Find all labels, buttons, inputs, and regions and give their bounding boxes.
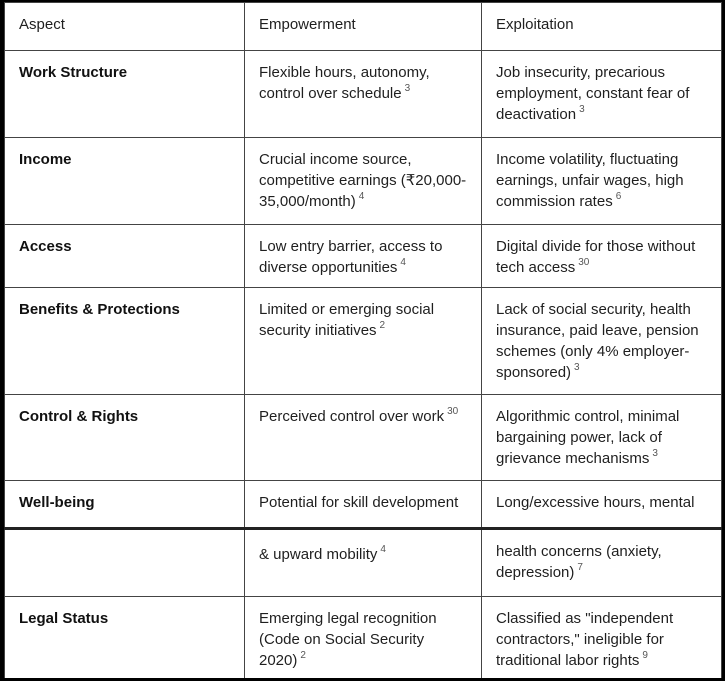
row-empowerment [245, 51, 482, 138]
cell-text: Flexible hours, autonomy, control over schedule [259, 64, 430, 102]
row-aspect: Work Structure [5, 51, 245, 138]
cell-text: Emerging legal recognition (Code on Social Security 2020) [259, 610, 437, 669]
row-exploitation [482, 51, 722, 138]
citation-ref[interactable]: 3 [652, 448, 658, 459]
row-empowerment [245, 395, 482, 481]
cell-text: Long/excessive hours, mental [496, 494, 695, 511]
citation-ref[interactable]: 3 [404, 83, 411, 94]
table-row [5, 395, 722, 481]
cell-text: Classified as "independent contractors," ineligible for traditional labor rights [496, 610, 674, 669]
citation-ref[interactable]: 4 [400, 257, 406, 268]
comparison-table [4, 2, 722, 681]
cell-text: & upward mobility [259, 546, 378, 563]
row-aspect [5, 529, 245, 597]
citation-ref[interactable]: 3 [574, 362, 580, 373]
row-aspect: Income [5, 138, 245, 225]
cell-text: Income volatility, fluctuating earnings, unfair wages, high commission rates [496, 151, 684, 210]
table-row [5, 51, 722, 138]
row-exploitation [482, 288, 722, 395]
citation-ref[interactable]: 7 [577, 562, 583, 573]
row-empowerment [245, 138, 482, 225]
row-aspect: Benefits & Protections [5, 288, 245, 395]
row-aspect: Control & Rights [5, 395, 245, 481]
row-exploitation [482, 225, 722, 288]
citation-ref[interactable]: 3 [579, 104, 585, 115]
table-row [5, 597, 722, 681]
row-exploitation [482, 395, 722, 481]
row-empowerment [245, 288, 482, 395]
row-empowerment [245, 225, 482, 288]
citation-ref[interactable]: 9 [642, 650, 648, 661]
table-header-row [5, 3, 722, 51]
cell-text: Lack of social security, health insurance, paid leave, pension schemes (only 4% employer-sponsored) [496, 301, 699, 381]
header-empowerment: Empowerment [245, 3, 482, 51]
row-aspect: Well-being [5, 481, 245, 529]
cell-text: Job insecurity, precarious employment, constant fear of deactivation [496, 64, 690, 123]
cell-text: Algorithmic control, minimal bargaining power, lack of grievance mechanisms [496, 408, 680, 467]
table-row [5, 225, 722, 288]
row-exploitation [482, 529, 722, 597]
cell-text: Potential for skill development [259, 494, 459, 511]
citation-ref[interactable]: 4 [380, 544, 386, 555]
cell-text: Low entry barrier, access to diverse opportunities [259, 238, 443, 276]
row-exploitation [482, 138, 722, 225]
row-empowerment [245, 597, 482, 681]
cell-text: Crucial income source, competitive earnings (₹20,000-35,000/month) [259, 151, 467, 210]
row-exploitation [482, 481, 722, 529]
citation-ref[interactable]: 2 [300, 650, 306, 661]
cell-text: Digital divide for those without tech access [496, 238, 696, 276]
citation-ref[interactable]: 2 [379, 320, 386, 331]
citation-ref[interactable]: 30 [447, 406, 459, 417]
row-empowerment [245, 481, 482, 529]
citation-ref[interactable]: 4 [358, 191, 365, 202]
cell-text: Perceived control over work [259, 408, 445, 425]
cell-text: Limited or emerging social security initiatives [259, 301, 435, 339]
table-row [5, 138, 722, 225]
citation-ref[interactable]: 6 [615, 191, 622, 202]
row-aspect: Access [5, 225, 245, 288]
row-empowerment [245, 529, 482, 597]
header-exploitation: Exploitation [482, 3, 722, 51]
citation-ref[interactable]: 30 [578, 257, 590, 268]
table-row [5, 481, 722, 529]
row-exploitation [482, 597, 722, 681]
row-aspect: Legal Status [5, 597, 245, 681]
table-row [5, 288, 722, 395]
cell-text: health concerns (anxiety, depression) [496, 543, 662, 581]
header-aspect: Aspect [5, 3, 245, 51]
table-row [5, 529, 722, 597]
